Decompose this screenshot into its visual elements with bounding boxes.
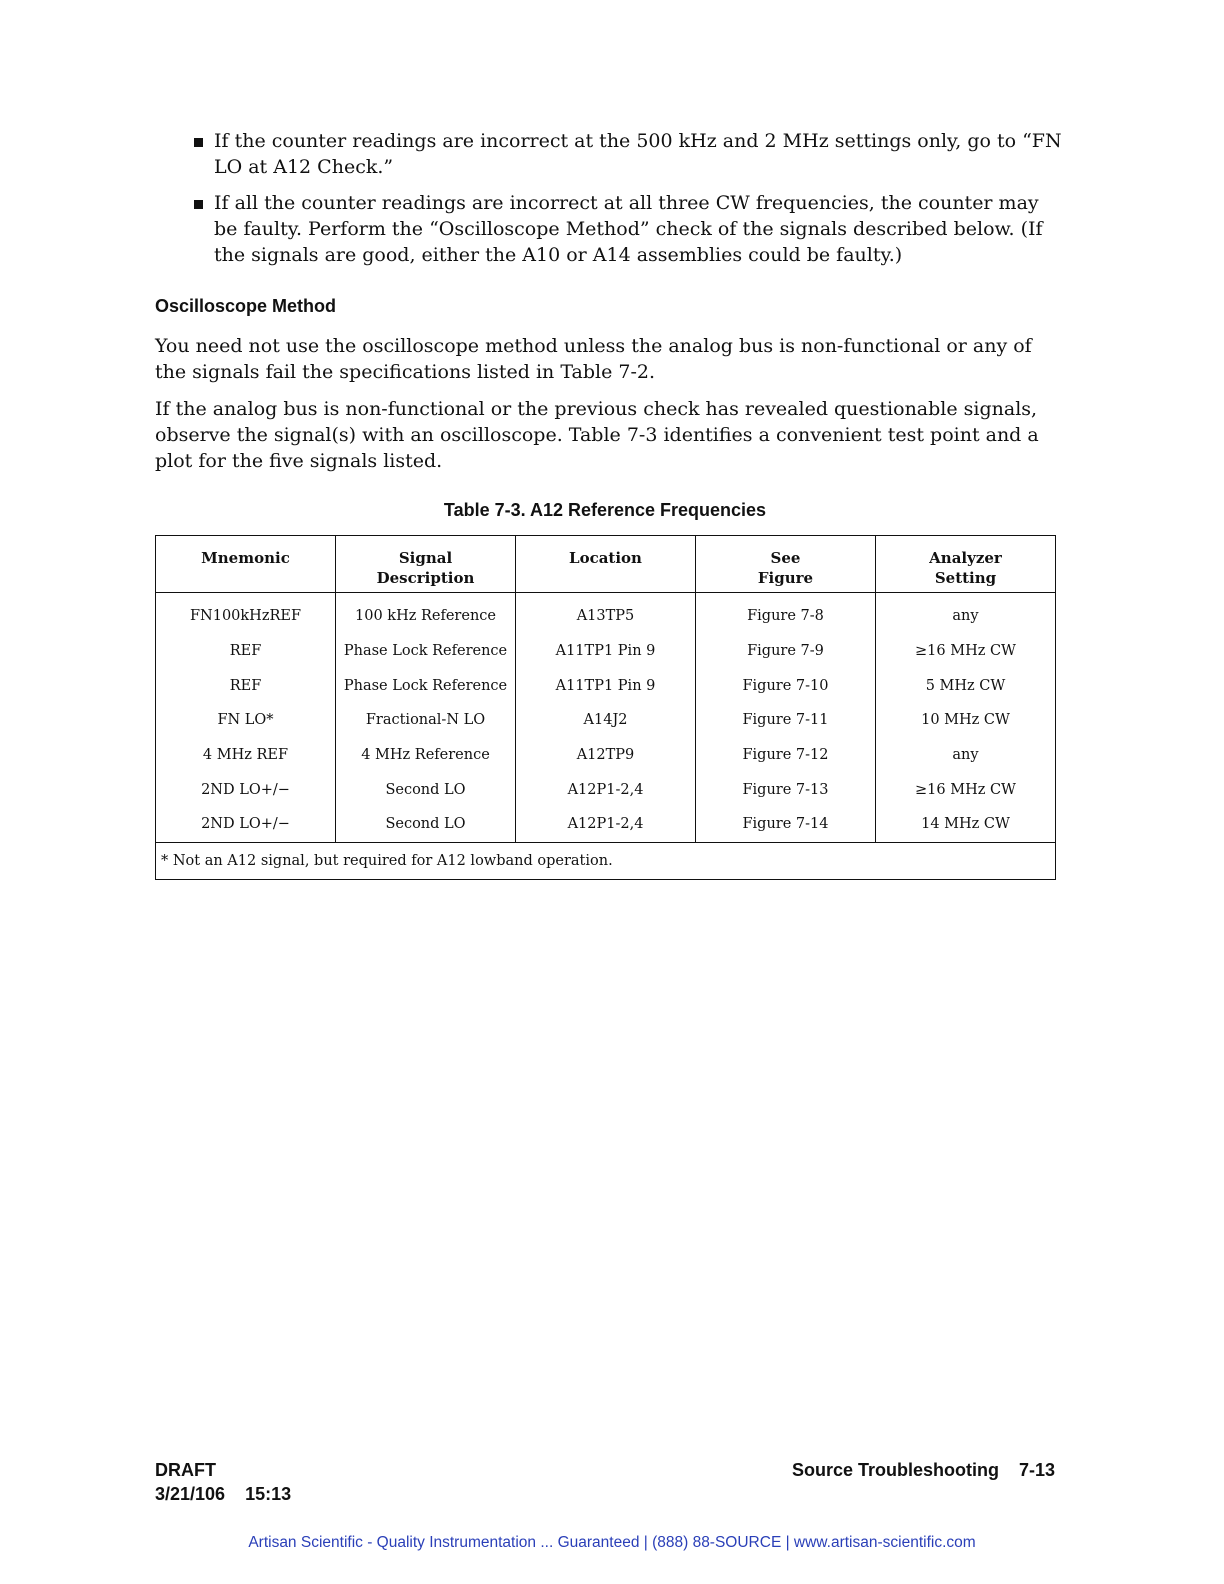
footer-section-title: Source Troubleshooting bbox=[791, 1460, 999, 1480]
cell-mnemonic: FN100kHzREF bbox=[189, 608, 302, 625]
table-header-row bbox=[156, 536, 1056, 593]
column-header-signal-description: Signal Description bbox=[336, 536, 516, 593]
cell-mnemonic: 2ND LO+/− bbox=[201, 781, 290, 798]
bullet-item bbox=[192, 190, 1062, 268]
cell-analyzer-setting: 5 MHz CW bbox=[876, 668, 1056, 703]
table-row bbox=[156, 703, 1056, 738]
column-header-location: Location bbox=[516, 536, 696, 593]
section-heading: Oscilloscope Method bbox=[155, 296, 337, 316]
table-caption: Table 7-3. A12 Reference Frequencies bbox=[443, 500, 767, 520]
paragraph: If the analog bus is non-functional or the previous check has revealed questionable signals, observe the signal(s) with an oscilloscope. Table 7-3 identifies a convenient test point and a plot for the five signals listed. bbox=[155, 398, 1039, 472]
cell-see-figure: Figure 7-14 bbox=[696, 807, 876, 842]
bullet-list bbox=[192, 128, 1062, 278]
vendor-banner-link[interactable]: Artisan Scientific - Quality Instrumentation ... Guaranteed | (888) 88-SOURCE | www.artisan-scientific.com bbox=[248, 1534, 976, 1551]
column-header-analyzer-setting: Analyzer Setting bbox=[876, 536, 1056, 593]
cell-location: A11TP1 Pin 9 bbox=[516, 668, 696, 703]
cell-signal-description: Phase Lock Reference bbox=[336, 668, 516, 703]
cell-signal-description: Second LO bbox=[336, 772, 516, 807]
table-row bbox=[156, 738, 1056, 773]
footer-time: 15:13 bbox=[245, 1484, 292, 1504]
cell-signal-description: Fractional-N LO bbox=[336, 703, 516, 738]
table-row bbox=[156, 772, 1056, 807]
cell-analyzer-setting: 10 MHz CW bbox=[876, 703, 1056, 738]
reference-frequencies-table bbox=[155, 535, 1056, 880]
footer-draft-label: DRAFT bbox=[155, 1460, 216, 1480]
bullet-text: If the counter readings are incorrect at the 500 kHz and 2 MHz settings only, go to “FN LO at A12 Check.” bbox=[214, 130, 1062, 178]
cell-mnemonic: FN LO* bbox=[217, 712, 274, 729]
cell-location: A14J2 bbox=[516, 703, 696, 738]
cell-mnemonic: 4 MHz REF bbox=[202, 747, 289, 764]
column-header-mnemonic: Mnemonic bbox=[156, 536, 336, 593]
cell-analyzer-setting: ≥16 MHz CW bbox=[876, 634, 1056, 669]
cell-mnemonic: REF bbox=[229, 643, 262, 660]
table-footnote-row bbox=[156, 842, 1056, 879]
table-row bbox=[156, 634, 1056, 669]
cell-signal-description: 4 MHz Reference bbox=[336, 738, 516, 773]
cell-analyzer-setting: 14 MHz CW bbox=[876, 807, 1056, 842]
cell-signal-description: Phase Lock Reference bbox=[336, 634, 516, 669]
cell-see-figure: Figure 7-10 bbox=[696, 668, 876, 703]
cell-location: A12TP9 bbox=[516, 738, 696, 773]
column-header-see-figure: See Figure bbox=[696, 536, 876, 593]
cell-analyzer-setting: ≥16 MHz CW bbox=[876, 772, 1056, 807]
table-row bbox=[156, 807, 1056, 842]
footer-date: 3/21/106 bbox=[155, 1484, 226, 1504]
cell-see-figure: Figure 7-11 bbox=[696, 703, 876, 738]
cell-mnemonic: 2ND LO+/− bbox=[201, 816, 290, 833]
cell-location: A12P1-2,4 bbox=[516, 807, 696, 842]
cell-see-figure: Figure 7-12 bbox=[696, 738, 876, 773]
footer-page-number: 7-13 bbox=[1018, 1460, 1055, 1480]
table-row bbox=[156, 593, 1056, 634]
bullet-text: If all the counter readings are incorrect at all three CW frequencies, the counter may be faulty. Perform the “Oscilloscope Method” check of the signals described below. (If the signals are good, either the A10 or A14 assemblies could be faulty.) bbox=[214, 192, 1043, 266]
cell-see-figure: Figure 7-13 bbox=[696, 772, 876, 807]
cell-see-figure: Figure 7-9 bbox=[696, 634, 876, 669]
cell-analyzer-setting: any bbox=[876, 738, 1056, 773]
bullet-item bbox=[192, 128, 1062, 180]
footer-section-page bbox=[792, 1460, 1055, 1481]
cell-location: A11TP1 Pin 9 bbox=[516, 634, 696, 669]
paragraph: You need not use the oscilloscope method unless the analog bus is non-functional or any of the signals fail the specifications listed in Table 7-2. bbox=[155, 335, 1032, 383]
cell-mnemonic: REF bbox=[229, 677, 262, 694]
table-footnote: * Not an A12 signal, but required for A12 lowband operation. bbox=[156, 842, 1056, 879]
cell-signal-description: 100 kHz Reference bbox=[336, 593, 516, 634]
cell-see-figure: Figure 7-8 bbox=[696, 593, 876, 634]
cell-analyzer-setting: any bbox=[876, 593, 1056, 634]
cell-location: A12P1-2,4 bbox=[516, 772, 696, 807]
cell-signal-description: Second LO bbox=[336, 807, 516, 842]
footer-date-time bbox=[155, 1484, 291, 1505]
bullet-square-icon bbox=[194, 138, 203, 147]
cell-location: A13TP5 bbox=[516, 593, 696, 634]
bullet-square-icon bbox=[194, 200, 203, 209]
table-row bbox=[156, 668, 1056, 703]
